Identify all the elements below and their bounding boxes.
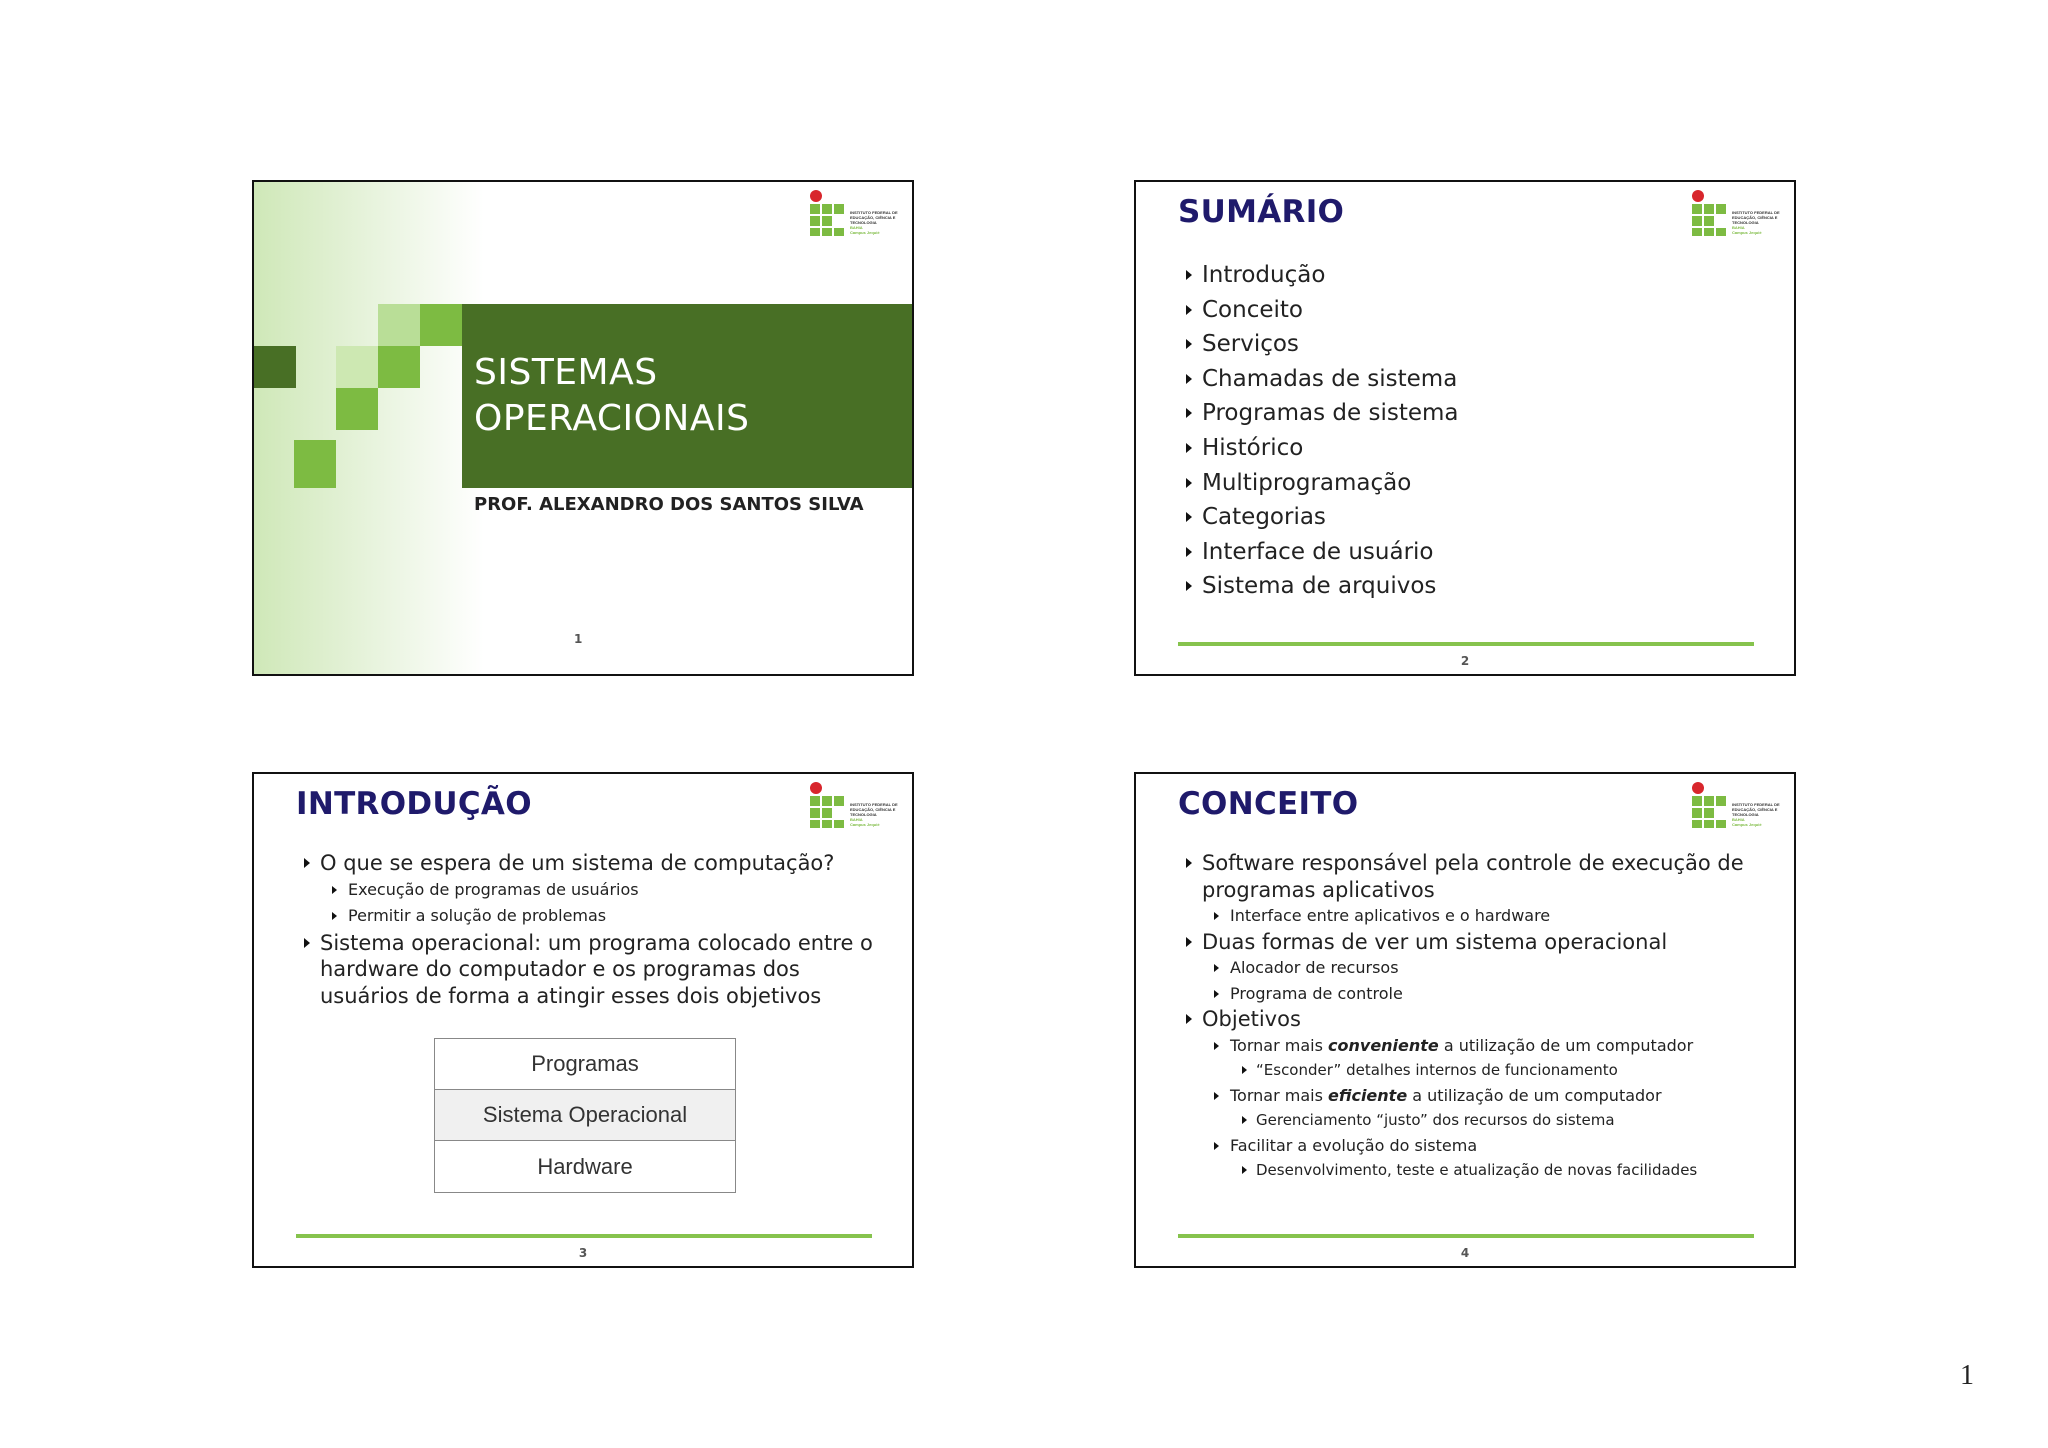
list-item: Objetivos Tornar mais conveniente a utilização de um computador “Esconder” detalhes internos de funcionamento Tornar mais eficiente a utilização de um computador Gerenciamento “justo” dos recursos do sistema Facilitar a evolução do sistema Desenvolvimento, teste e atualização de novas facilidades bbox=[1184, 1006, 1774, 1183]
sub-item: Tornar mais conveniente a utilização de um computador “Esconder” detalhes internos de funcionamento bbox=[1212, 1033, 1774, 1083]
ifba-logo: INSTITUTO FEDERAL DE EDUCAÇÃO, CIÊNCIA E TECNOLOGIA BAHIA Campus Jequié bbox=[808, 190, 912, 236]
decor-square bbox=[336, 388, 378, 430]
sub-sub-item: Desenvolvimento, teste e atualização de novas facilidades bbox=[1240, 1158, 1774, 1183]
list-item: Sistema de arquivos bbox=[1184, 569, 1459, 604]
list-item: Chamadas de sistema bbox=[1184, 362, 1459, 397]
layer-diagram bbox=[434, 1038, 736, 1193]
list-item: Multiprogramação bbox=[1184, 466, 1459, 501]
list-item: Duas formas de ver um sistema operacional Alocador de recursos Programa de controle bbox=[1184, 929, 1774, 1007]
sub-item: Programa de controle bbox=[1212, 981, 1774, 1007]
ifba-logo: INSTITUTO FEDERAL DE EDUCAÇÃO, CIÊNCIA E TECNOLOGIA BAHIA Campus Jequié bbox=[1690, 190, 1794, 236]
sub-item: Permitir a solução de problemas bbox=[330, 903, 892, 930]
slide-number: 4 bbox=[1460, 1246, 1470, 1260]
layer-programs: Programas bbox=[435, 1039, 735, 1090]
ifba-logo: INSTITUTO FEDERAL DE EDUCAÇÃO, CIÊNCIA E TECNOLOGIA BAHIA Campus Jequié bbox=[1690, 782, 1794, 828]
list-item: O que se espera de um sistema de computação? Execução de programas de usuários Permitir a solução de problemas bbox=[302, 850, 892, 930]
summary-list bbox=[1184, 258, 1459, 604]
list-item: Sistema operacional: um programa colocado entre o hardware do computador e os programas dos usuários de forma a atingir esses dois objetivos bbox=[302, 930, 892, 1010]
decor-square bbox=[254, 346, 296, 388]
decor-square bbox=[378, 304, 420, 346]
list-item: Serviços bbox=[1184, 327, 1459, 362]
list-item: Programas de sistema bbox=[1184, 396, 1459, 431]
list-item: Conceito bbox=[1184, 293, 1459, 328]
slide-4-concept bbox=[1134, 772, 1796, 1268]
sub-item: Interface entre aplicativos e o hardware bbox=[1212, 903, 1774, 929]
sub-item: Facilitar a evolução do sistema Desenvolvimento, teste e atualização de novas facilidades bbox=[1212, 1133, 1774, 1183]
decor-square bbox=[420, 304, 462, 346]
concept-list bbox=[1184, 850, 1774, 1183]
slide-heading: INTRODUÇÃO bbox=[296, 786, 532, 822]
intro-list bbox=[302, 850, 892, 1009]
list-item: Interface de usuário bbox=[1184, 535, 1459, 570]
decor-square bbox=[336, 346, 378, 388]
list-item: Introdução bbox=[1184, 258, 1459, 293]
page-number: 1 bbox=[1960, 1360, 1974, 1391]
slide-number: 3 bbox=[578, 1246, 588, 1260]
list-item: Software responsável pela controle de execução de programas aplicativos Interface entre aplicativos e o hardware bbox=[1184, 850, 1774, 929]
list-item: Categorias bbox=[1184, 500, 1459, 535]
slide-heading: SUMÁRIO bbox=[1178, 194, 1345, 230]
layer-hardware: Hardware bbox=[435, 1141, 735, 1192]
sub-item: Execução de programas de usuários bbox=[330, 877, 892, 904]
sub-sub-item: Gerenciamento “justo” dos recursos do sistema bbox=[1240, 1108, 1774, 1133]
footer-rule bbox=[1178, 642, 1754, 646]
ifba-logo: INSTITUTO FEDERAL DE EDUCAÇÃO, CIÊNCIA E TECNOLOGIA BAHIA Campus Jequié bbox=[808, 782, 912, 828]
list-item: Histórico bbox=[1184, 431, 1459, 466]
sub-item: Alocador de recursos bbox=[1212, 955, 1774, 981]
slide-number: 2 bbox=[1460, 654, 1470, 668]
decor-square bbox=[378, 346, 420, 388]
footer-rule bbox=[296, 1234, 872, 1238]
slide-2-summary bbox=[1134, 180, 1796, 676]
slide-title: SISTEMAS OPERACIONAIS bbox=[474, 352, 750, 439]
author: PROF. ALEXANDRO DOS SANTOS SILVA bbox=[474, 494, 864, 515]
sub-item: Tornar mais eficiente a utilização de um computador Gerenciamento “justo” dos recursos do sistema bbox=[1212, 1083, 1774, 1133]
footer-rule bbox=[1178, 1234, 1754, 1238]
slide-number: 1 bbox=[574, 632, 583, 646]
layer-operating-system: Sistema Operacional bbox=[435, 1090, 735, 1141]
slide-heading: CONCEITO bbox=[1178, 786, 1359, 822]
decor-square bbox=[294, 440, 336, 488]
sub-sub-item: “Esconder” detalhes internos de funcionamento bbox=[1240, 1058, 1774, 1083]
slide-1-title bbox=[252, 180, 914, 676]
slide-3-introduction bbox=[252, 772, 914, 1268]
